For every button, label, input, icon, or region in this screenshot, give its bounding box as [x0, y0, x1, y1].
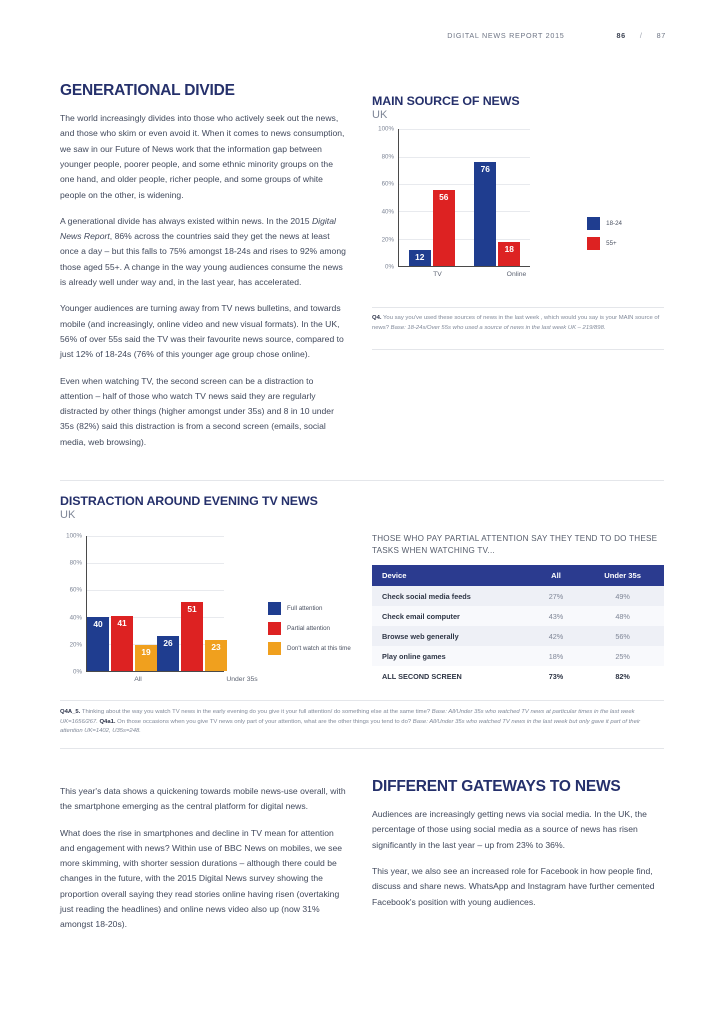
chart1-bar-value: 56 — [439, 191, 449, 202]
chart1-caption-text: You say you've used these sources of news in the last week , which would you say is your MAIN source of news? — [372, 315, 660, 331]
chart1-ytick-100: 100% — [378, 125, 394, 133]
chart2-legend-item-dontwatch — [268, 642, 351, 655]
bottom-left-text — [60, 784, 348, 944]
chart1 — [372, 125, 664, 279]
chart1-bar-value: 12 — [415, 251, 425, 262]
chart2-bar-value: 19 — [141, 647, 151, 658]
table-cell-device: Play online games — [382, 651, 446, 661]
chart2-caption-t1: Thinking about the way you watch TV news in the early evening do you give it your full attention/ do something else at the same time? — [80, 709, 432, 715]
running-header-title: DIGITAL NEWS REPORT 2015 — [447, 30, 565, 40]
chart1-bar-value: 18 — [504, 243, 514, 254]
chart2-group-all — [87, 536, 157, 671]
chart2-title: DISTRACTION AROUND EVENING TV NEWS — [60, 494, 318, 508]
chart1-legend-item-18-24 — [587, 217, 622, 230]
chart1-title: MAIN SOURCE OF NEWS — [372, 94, 520, 108]
chart1-bar-online-55plus[interactable] — [498, 242, 520, 267]
chart2-xlabel-under35s: Under 35s — [226, 676, 258, 683]
chart2-caption-rule-bottom — [60, 748, 664, 749]
chart1-bar-groups — [399, 129, 530, 266]
chart2-bar-all-full[interactable] — [87, 617, 109, 671]
running-header — [0, 26, 724, 44]
chart1-bar-online-18-24[interactable] — [474, 162, 496, 266]
bottom-left-paragraph-2: What does the rise in smartphones and decline in TV mean for attention and engagement with news? Within use of BBC News on mobiles, we see more skimming, with shorter session durations – although there could be changes in the future, with the 2015 Digital News survey showing the proportion overall saying they read stories online having risen (overtaking just reading the headlines) and online news video also up (now 31% amongst 18-20s). — [60, 827, 343, 930]
page-number-separator: / — [639, 30, 643, 40]
chart2-ytick-60: 60% — [69, 586, 82, 594]
chart2-bar-all-dontwatch[interactable] — [135, 645, 157, 671]
table-row — [372, 606, 664, 626]
chart2-block — [60, 532, 360, 683]
chart1-ytick-20: 20% — [381, 236, 394, 244]
table-row — [372, 626, 664, 646]
chart2-ytick-100: 100% — [66, 532, 82, 540]
gateways-section — [372, 778, 664, 921]
generational-divide-section — [60, 82, 348, 461]
page-title-gateways: DIFFERENT GATEWAYS TO NEWS — [372, 778, 621, 795]
chart2-plot-area — [86, 536, 224, 672]
generational-paragraph-3: Younger audiences are turning away from TV news bulletins, and towards mobile (and increasingly, online video and new visual formats). In the UK, 56% of over 55s said the TV was their favourite news source, compared to just 12% of 18-24s (76% of this younger age group chose online). — [60, 303, 344, 360]
chart1-subtitle: UK — [372, 109, 388, 122]
chart2-ytick-0: 0% — [73, 668, 82, 676]
page-number-current: 86 — [616, 30, 626, 40]
chart2-caption-t2: On those occasions when you give TV news only part of your attention, what are the other things you tend to do? — [115, 718, 413, 725]
chart2-legend-label: Partial attention — [287, 625, 330, 632]
table-row — [372, 646, 664, 666]
table-cell-device: Browse web generally — [382, 631, 459, 641]
table-cell-under35: 82% — [581, 666, 664, 686]
chart1-group-online — [465, 129, 531, 266]
chart1-ytick-80: 80% — [381, 153, 394, 161]
chart2-caption-b2: Base: All/Under 35s who watched TV news in the last week but only gave it part of their attention UK=1402, U35s=248. — [60, 718, 641, 735]
chart1-legend-label: 55+ — [606, 240, 617, 248]
chart2-legend-label: Don't watch at this time — [287, 645, 351, 652]
chart2-bar-value: 51 — [187, 604, 197, 615]
chart1-bar-value: 76 — [480, 164, 490, 175]
chart2-group-under35s — [157, 536, 227, 671]
table-cell-device: Check email computer — [382, 611, 460, 621]
table-col-under35s: Under 35s — [581, 565, 664, 586]
chart2-bar-value: 23 — [211, 641, 221, 652]
chart1-legend — [587, 217, 622, 250]
table-cell-device: ALL SECOND SCREEN — [372, 666, 531, 686]
generational-paragraph-1: The world increasingly divides into those who actively seek out the news, and those who skim or even avoid it. When it comes to news consumption, we saw in our Future of News work that the information gap between younger people, poorer people, and some ethnic minority groups on the one hand, and older people, richer people, and some groups of white people on the other, is widening. — [60, 113, 345, 200]
legend-swatch-icon — [268, 642, 281, 655]
chart1-legend-label: 18-24 — [606, 220, 622, 228]
chart2-legend-label: Full attention — [287, 605, 323, 612]
second-screen-table — [372, 565, 664, 686]
chart1-legend-item-55plus — [587, 237, 622, 250]
chart2-legend-item-partial — [268, 622, 351, 635]
chart2-y-axis — [60, 532, 86, 676]
bottom-left-paragraph-1: This year's data shows a quickening towards mobile news-use overall, with the smartphone emerging as the central platform for digital news. — [60, 786, 346, 812]
chart1-x-axis — [398, 267, 556, 278]
chart1-caption-rule — [372, 307, 664, 308]
table-intro-text: THOSE WHO PAY PARTIAL ATTENTION SAY THEY TEND TO DO THESE TASKS WHEN WATCHING TV... — [372, 534, 658, 556]
page-number-next: 87 — [656, 30, 666, 40]
table-cell-device: Check social media feeds — [382, 591, 471, 601]
gen-p2-part-b: , 86% across the countries said they get the news at least once a day – but this falls to 75% amongst 18-24s and rises to 92% among those aged 55+. A change in the way young audiences consume the news is already well under way and, in the last year, has accelerated. — [60, 231, 346, 288]
table-cell-all: 43% — [548, 611, 564, 621]
chart1-xlabel-tv: TV — [433, 271, 442, 279]
table-cell-all: 27% — [548, 591, 564, 601]
chart1-caption-base: Base: 18-24s/Over 55s who used a source of news in the last week UK – 219/898. — [390, 324, 606, 331]
chart1-y-axis — [372, 125, 398, 271]
table-cell-under35: 49% — [615, 591, 630, 601]
page-title-generational-divide: GENERATIONAL DIVIDE — [60, 82, 235, 99]
main-source-of-news-chart-block — [372, 94, 664, 278]
legend-swatch-icon — [268, 602, 281, 615]
gateways-paragraph-2: This year, we also see an increased role for Facebook in how people find, discuss and share news. WhatsApp and Instagram have further cemented Facebook's position with young audiences. — [372, 865, 655, 907]
section-divider-1 — [60, 480, 664, 481]
chart1-ytick-40: 40% — [381, 208, 394, 216]
chart1-caption-rule-bottom — [372, 349, 664, 350]
table-body — [372, 586, 664, 686]
chart2-legend-item-full — [268, 602, 351, 615]
gen-p2-part-a: A generational divide has always existed within news. In the 2015 — [60, 215, 312, 226]
chart2-bar-u35-full[interactable] — [157, 636, 179, 671]
chart2-x-axis — [86, 672, 294, 683]
generational-paragraph-2 — [60, 214, 348, 290]
chart2-ytick-40: 40% — [69, 614, 82, 622]
table-cell-all: 18% — [548, 651, 564, 661]
table-header-row — [372, 565, 664, 586]
chart2-bar-groups — [87, 536, 224, 671]
chart2-caption-b1: Base: All/Under 35s who watched TV news at particular times in the last week UK=1656/267. — [60, 709, 635, 725]
chart1-plot-area — [398, 129, 530, 267]
table-cell-under35: 25% — [615, 651, 630, 661]
legend-swatch-icon — [268, 622, 281, 635]
chart1-group-tv — [399, 129, 465, 266]
chart2-bar-value: 41 — [117, 617, 127, 628]
chart1-bar-tv-55plus[interactable] — [433, 190, 455, 267]
chart2-bar-u35-partial[interactable] — [181, 602, 203, 671]
chart1-bar-tv-18-24[interactable] — [409, 250, 431, 266]
generational-paragraph-4: Even when watching TV, the second screen can be a distraction to attention – half of those who watch TV news said they are regularly distracted by other things (higher amongst under 35s) and 8 in 10 under 35s (82%) said this distraction is from a second screen (emails, social media, web browsing). — [60, 375, 334, 447]
gen-p2-emphasis: Digital News Report — [60, 215, 336, 242]
chart2-ytick-20: 20% — [69, 641, 82, 649]
table-cell-under35: 56% — [615, 631, 630, 641]
table-col-all: All — [531, 565, 581, 586]
table-cell-all: 73% — [531, 666, 581, 686]
chart1-caption — [372, 314, 664, 333]
table-col-device: Device — [372, 565, 531, 586]
chart2-caption — [60, 708, 664, 737]
chart1-caption-q: Q4. — [372, 315, 382, 321]
gateways-paragraph-1: Audiences are increasingly getting news via social media. In the UK, the percentage of those using social media as a source of news has risen significantly in the last year – up from 23% to 36%. — [372, 809, 647, 850]
chart1-ytick-0: 0% — [385, 263, 394, 271]
chart2-ytick-80: 80% — [69, 559, 82, 567]
chart2-legend — [268, 602, 351, 655]
table-row — [372, 586, 664, 606]
legend-swatch-icon — [587, 217, 600, 230]
chart2-bar-value: 26 — [163, 637, 173, 648]
chart2-subtitle: UK — [60, 509, 76, 522]
second-screen-table-block — [372, 533, 664, 686]
chart2-xlabel-all: All — [134, 676, 142, 683]
chart2-bar-value: 40 — [93, 619, 103, 629]
chart1-ytick-60: 60% — [381, 180, 394, 188]
chart2-caption-q2: Q4a1. — [97, 718, 116, 725]
table-cell-under35: 48% — [615, 611, 630, 621]
chart2 — [60, 532, 360, 683]
chart2-caption-rule-top — [60, 700, 664, 701]
legend-swatch-icon — [587, 237, 600, 250]
table-cell-all: 42% — [548, 631, 564, 641]
chart2-bar-u35-dontwatch[interactable] — [205, 640, 227, 671]
distraction-section — [60, 494, 664, 529]
chart1-xlabel-online: Online — [506, 271, 527, 279]
table-row-total — [372, 666, 664, 686]
chart2-caption-q1: Q4A_5. — [60, 709, 81, 715]
chart2-bar-all-partial[interactable] — [111, 616, 133, 671]
